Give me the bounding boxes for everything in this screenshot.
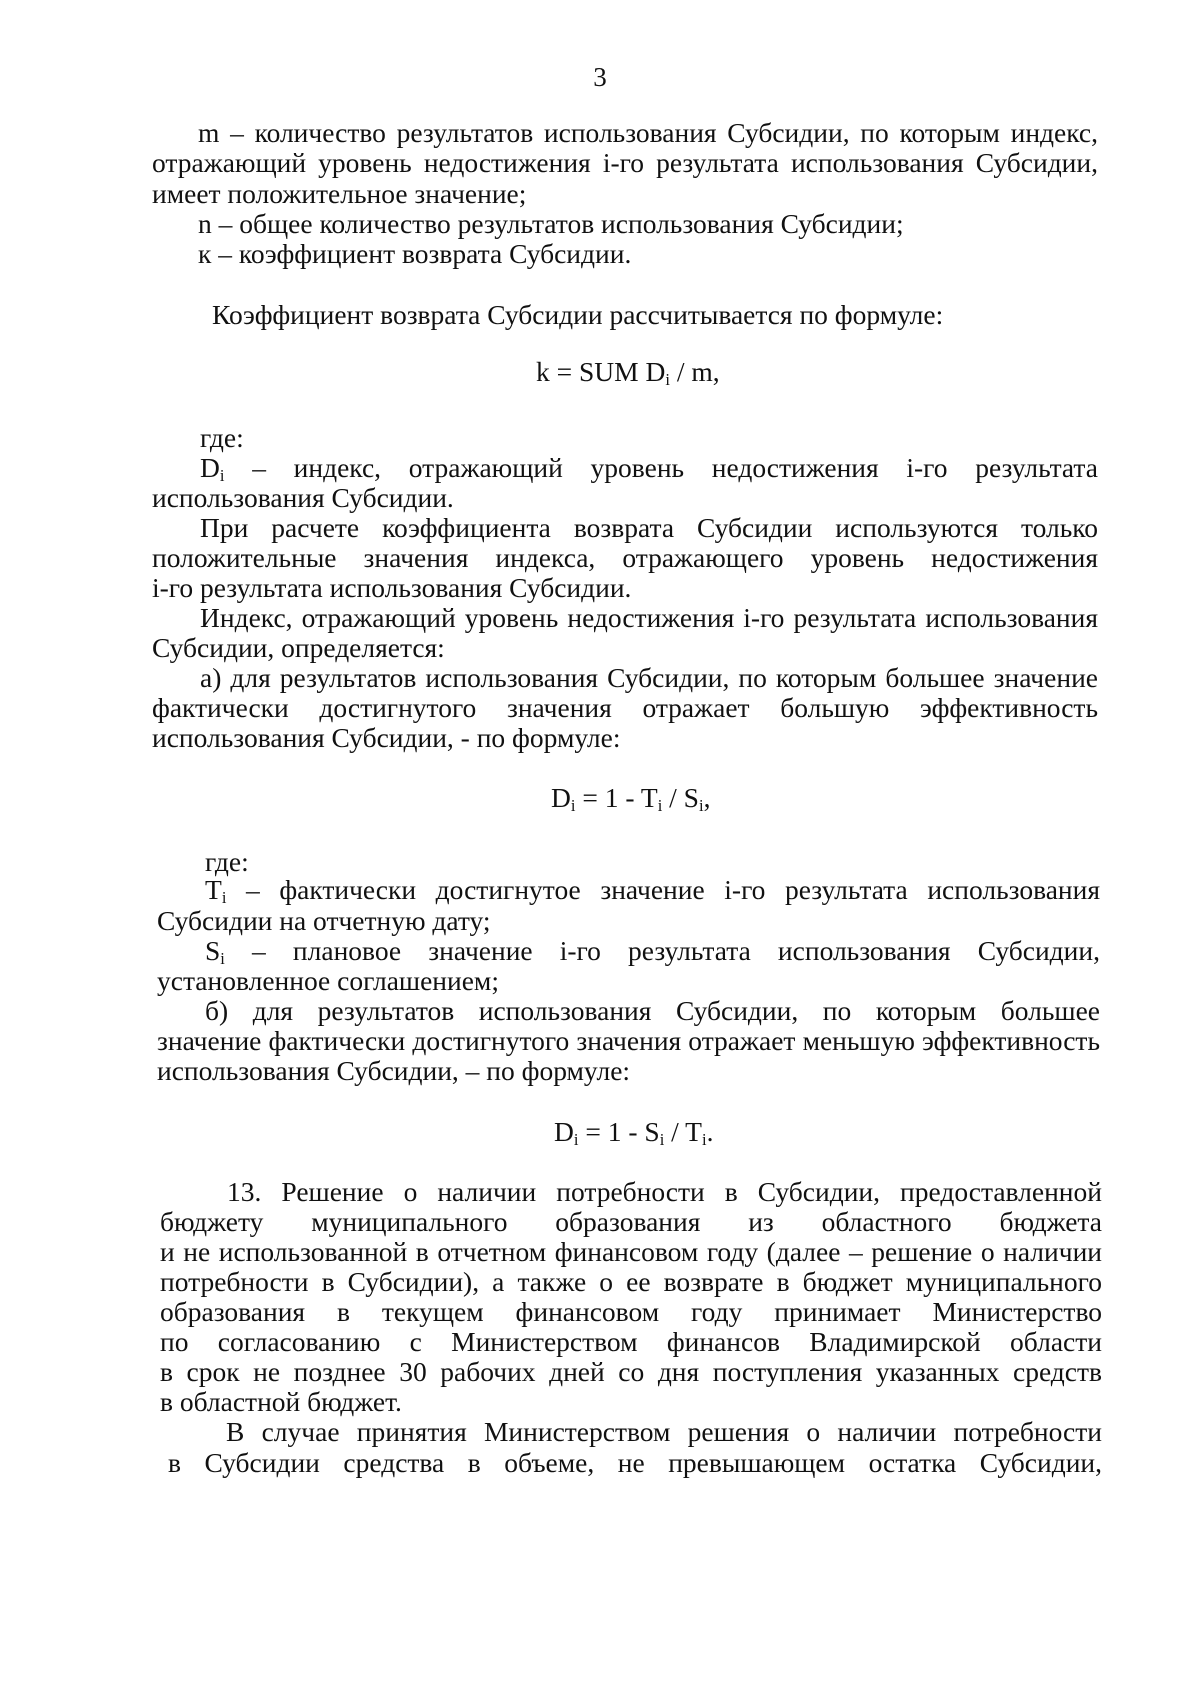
clause-13-line7: в срок не позднее 30 рабочих дней со дня поступления указанных средств: [160, 1356, 1102, 1387]
where-label-2: где:: [205, 846, 249, 877]
formula-k: [536, 355, 720, 388]
ti-def-line2: Субсидии на отчетную дату;: [157, 905, 491, 936]
where-label-1: где:: [200, 422, 244, 453]
clause-13-line3: и не использованной в отчетном финансовом году (далее – решение о наличии: [160, 1236, 1102, 1267]
decision-line1: В случае принятия Министерством решения о наличии потребности: [226, 1416, 1102, 1447]
ti-symbol: $T_i$: [205, 874, 227, 907]
def-m-line1: m – количество результатов использования Субсидии, по которым индекс,: [198, 117, 1098, 148]
case-a-line1: а) для результатов использования Субсидии, по которым большее значение: [200, 662, 1098, 693]
case-a-line2: фактически достигнутого значения отражает большую эффективность: [152, 692, 1098, 723]
si-def-line2: установленное соглашением;: [157, 965, 499, 996]
clause-13-line2: бюджету муниципального образования из областного бюджета: [160, 1206, 1102, 1237]
page-number: 3: [593, 62, 607, 92]
index-def-line2: Субсидии, определяется:: [152, 632, 445, 663]
case-a-line3: использования Субсидии, - по формуле:: [152, 722, 621, 753]
case-b-line1: б) для результатов использования Субсидии, по которым большее: [205, 995, 1100, 1026]
case-b-line2: значение фактически достигнутого значения отражает меньшую эффективность: [157, 1025, 1100, 1056]
ti-def-line1: $T_i$ – фактически достигнутое значение i-го результата использования: [205, 874, 1100, 907]
k-intro: Коэффициент возврата Субсидии рассчитывается по формуле:: [212, 299, 944, 330]
index-def-line1: Индекс, отражающий уровень недостижения i-го результата использования: [200, 602, 1098, 633]
def-k: к – коэффициент возврата Субсидии.: [198, 238, 632, 269]
formula-k-rhs: / m,: [669, 356, 720, 387]
formula-a: $D_i = 1 - T_i / S_i$,: [551, 782, 711, 815]
def-m-line2: отражающий уровень недостижения i-го результата использования Субсидии,: [152, 147, 1098, 178]
clause-13-line4: потребности в Субсидии), а также о ее возврате в бюджет муниципального: [160, 1266, 1102, 1297]
di-def-line1: $D_i$ – индекс, отражающий уровень недостижения i-го результата: [200, 452, 1098, 485]
si-def-line1: $S_i$ – плановое значение i-го результата использования Субсидии,: [205, 935, 1100, 968]
di-symbol: $D_i$: [200, 452, 225, 485]
clause-13-line6: по согласованию с Министерством финансов Владимирской области: [160, 1326, 1102, 1357]
case-b-line3: использования Субсидии, – по формуле:: [157, 1055, 631, 1086]
si-symbol: $S_i$: [205, 935, 225, 968]
def-m-line3: имеет положительное значение;: [152, 178, 527, 209]
formula-b: $D_i = 1 - S_i / T_i$.: [554, 1116, 714, 1149]
clause-13-line5: образования в текущем финансовом году принимает Министерство: [160, 1296, 1102, 1327]
di-def-line2: использования Субсидии.: [152, 482, 454, 513]
clause-13-line8: в областной бюджет.: [160, 1386, 402, 1417]
def-n: n – общее количество результатов использования Субсидии;: [198, 208, 904, 239]
formula-k-sub: i: [665, 370, 670, 389]
clause-13-line1: 13. Решение о наличии потребности в Субсидии, предоставленной: [227, 1176, 1102, 1207]
positive-only-line1: При расчете коэффициента возврата Субсидии используются только: [200, 512, 1098, 543]
positive-only-line3: i-го результата использования Субсидии.: [152, 572, 632, 603]
formula-k-lhs: k = SUM D: [536, 356, 666, 387]
decision-line2: в Субсидии средства в объеме, не превышающем остатка Субсидии,: [168, 1447, 1102, 1478]
positive-only-line2: положительные значения индекса, отражающего уровень недостижения: [152, 542, 1098, 573]
